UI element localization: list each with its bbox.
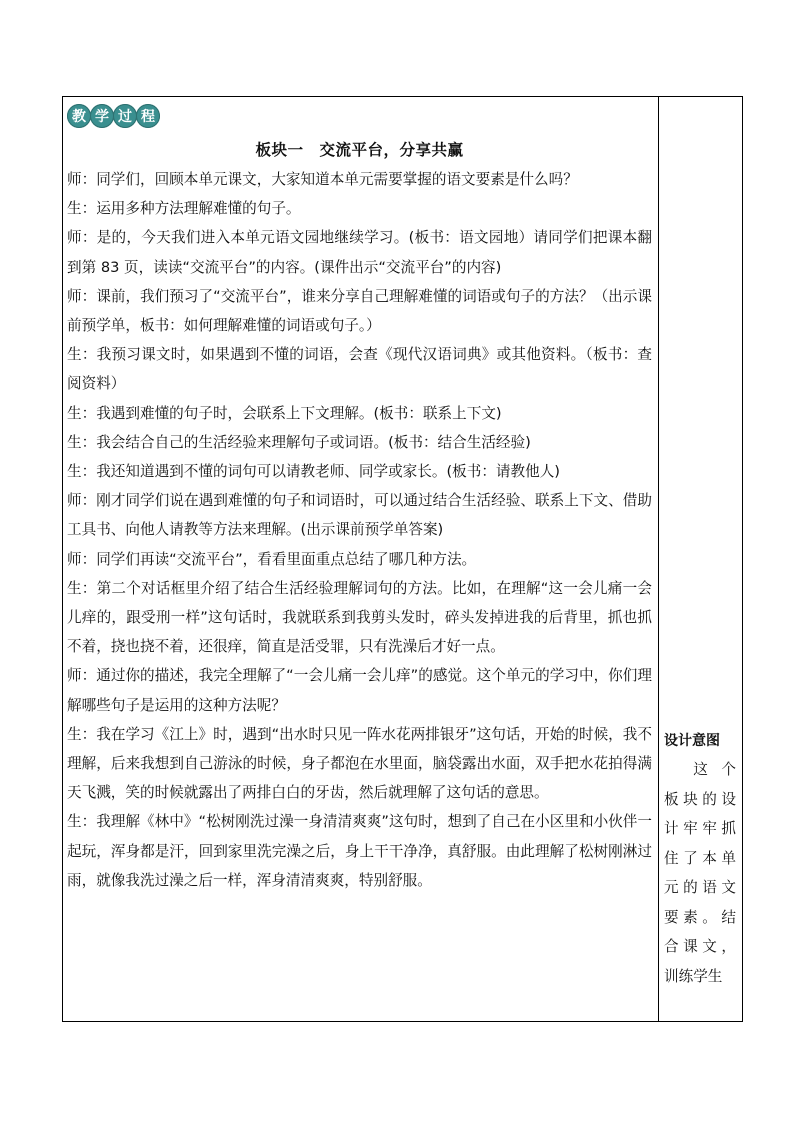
- dialogue-line: 生：我还知道遇到不懂的词句可以请教老师、同学或家长。(板书：请教他人): [67, 463, 560, 481]
- dialogue-line: 生：第二个对话框里介绍了结合生活经验理解词句的方法。比如，在理解“这一会儿痛一会儿痒的，跟受刑一样”这句话时，我就联系到我剪头发时，碎头发掉进我的后背里，抓也抓不着，挠也挠不着，还很痒，简直是活受罪，只有洗澡后才好一点。: [67, 579, 652, 656]
- design-note-heading: 设计意图: [664, 733, 720, 749]
- section-title: 板块一 交流平台，分享共赢: [255, 140, 464, 159]
- column-divider: [658, 97, 659, 1021]
- badge-char: 过: [113, 104, 137, 128]
- dialogue-line: 生：我遇到难懂的句子时，会联系上下文理解。(板书：联系上下文): [67, 404, 502, 422]
- teaching-process-badge: [67, 102, 652, 129]
- badge-char: 程: [136, 104, 160, 128]
- dialogue-line: 师：同学们，回顾本单元课文，大家知道本单元需要掌握的语文要素是什么吗？: [67, 171, 578, 188]
- dialogue-line: 师：同学们再读“交流平台”，看看里面重点总结了哪几种方法。: [67, 550, 477, 568]
- badge-char: 教: [67, 104, 91, 128]
- dialogue-line: 生：我预习课文时，如果遇到不懂的词语，会查《现代汉语词典》或其他资料。（板书：查阅资料）: [67, 346, 652, 393]
- dialogue-line: 生：运用多种方法理解难懂的句子。: [67, 200, 301, 218]
- design-note-column: [664, 727, 736, 991]
- dialogue-line: 生：我会结合自己的生活经验来理解句子或词语。(板书：结合生活经验): [67, 433, 531, 451]
- dialogue-line: 生：我理解《林中》“松树刚洗过澡一身清清爽爽”这句时，想到了自己在小区里和小伙伴一起玩，浑身都是汗，回到家里洗完澡之后，身上干干净净，真舒服。由此理解了松树刚淋过雨，就像我洗过澡之后一样，浑身清清爽爽，特别舒服。: [67, 813, 652, 889]
- lesson-table: [62, 96, 743, 1022]
- dialogue-line: 师：是的，今天我们进入本单元语文园地继续学习。(板书：语文园地）请同学们把课本翻到第 83 页，读读“交流平台”的内容。(课件出示“交流平台”的内容): [67, 229, 652, 276]
- dialogue-line: 师：刚才同学们说在遇到难懂的句子和词语时，可以通过结合生活经验、联系上下文、借助工具书、向他人请教等方法来理解。(出示课前预学单答案): [67, 492, 652, 539]
- dialogue-line: 师：课前，我们预习了“交流平台”，谁来分享自己理解难懂的词语或句子的方法？（出示课前预学单，板书：如何理解难懂的词语或句子。）: [67, 287, 652, 335]
- main-column: [67, 102, 652, 895]
- badge-char: 学: [90, 104, 114, 128]
- dialogue-line: 生：我在学习《江上》时，遇到“出水时只见一阵水花两排银牙”这句话，开始的时候，我不理解，后来我想到自己游泳的时候，身子都泡在水里面，脑袋露出水面，双手把水花拍得满天飞溅，笑的时候就露出了两排白白的牙齿，然后就理解了这句话的意思。: [67, 725, 652, 802]
- dialogue-line: 师：通过你的描述，我完全理解了“一会儿痛一会儿痒”的感觉。这个单元的学习中，你们理解哪些句子是运用的这种方法呢？: [67, 667, 652, 714]
- dialogue: [67, 165, 652, 895]
- design-note-text: 这个板块的设计牢牢抓住了本单元的语文要素。结合课文，训练学生: [664, 761, 736, 985]
